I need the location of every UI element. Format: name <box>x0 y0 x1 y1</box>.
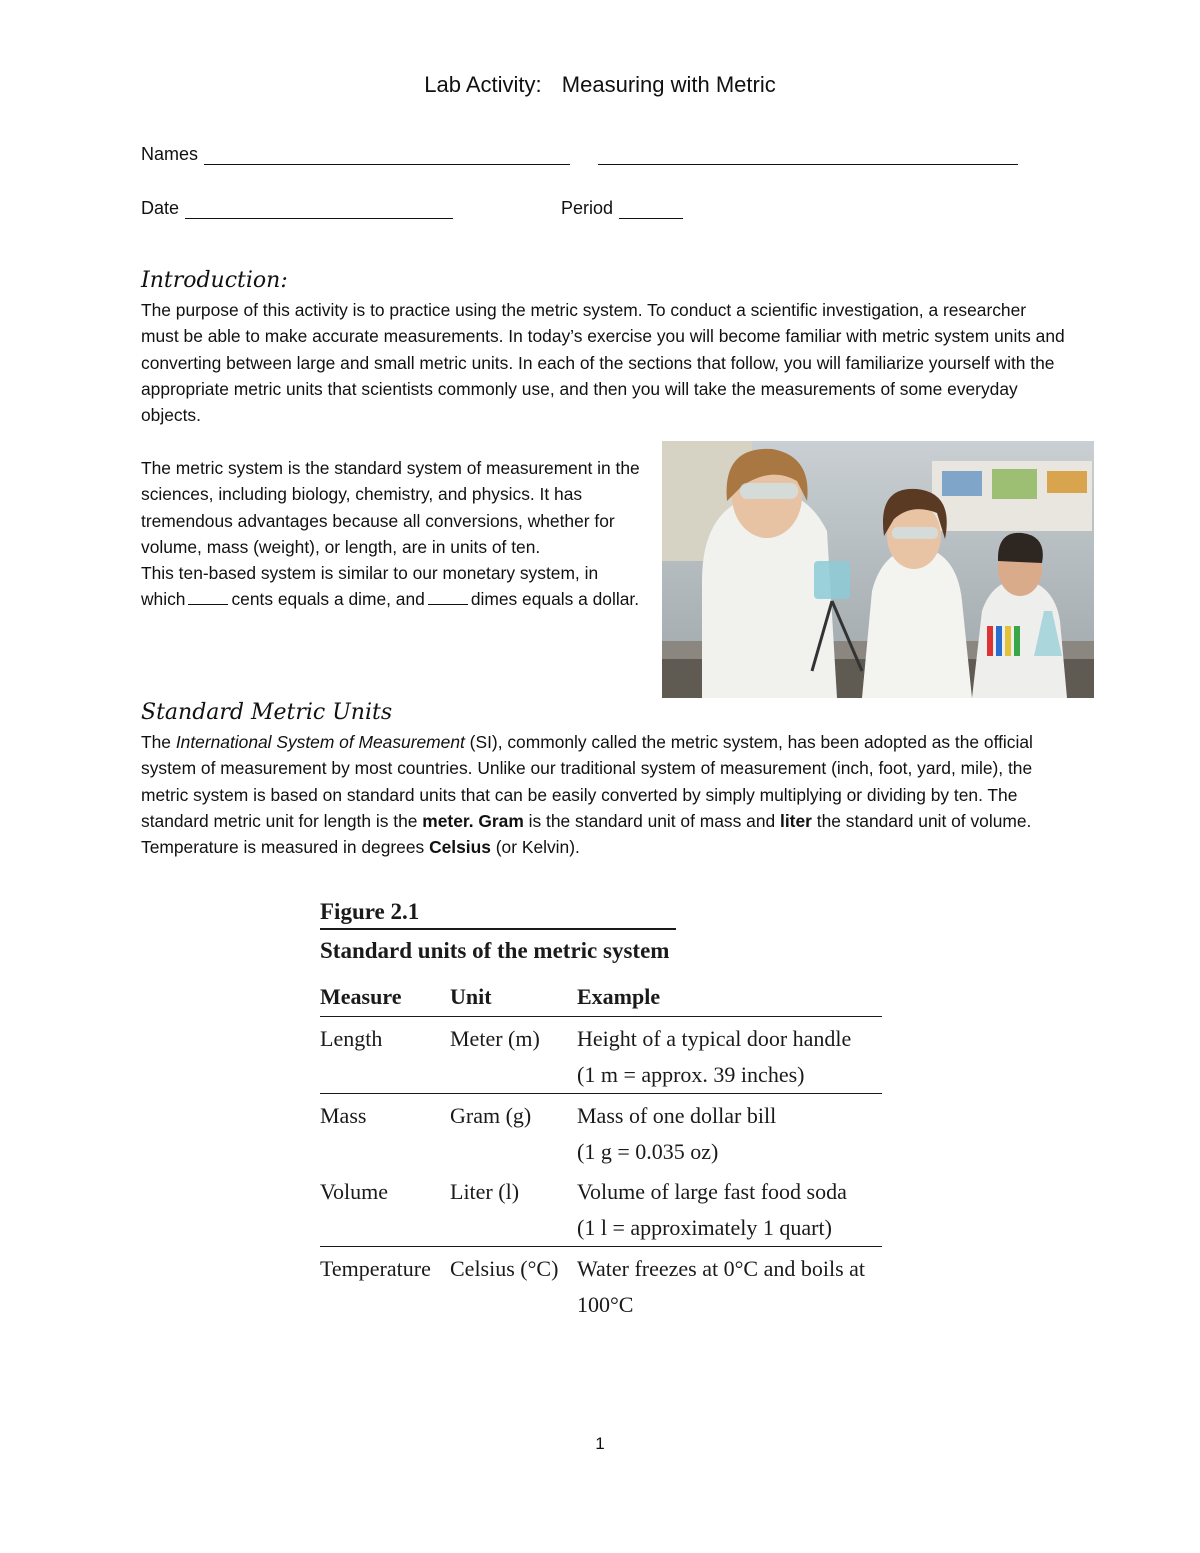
unit-cell: Celsius (°C) <box>450 1256 559 1281</box>
title-main: Measuring with Metric <box>561 72 776 97</box>
unit-cell: Gram (g) <box>450 1103 532 1128</box>
period-blank[interactable] <box>619 200 683 219</box>
intro-heading: Introduction: <box>141 268 288 293</box>
example-line-2: (1 g = 0.035 oz) <box>577 1139 719 1164</box>
example-line-1: Water freezes at 0°C and boils at <box>577 1256 866 1281</box>
measure-cell: Volume <box>320 1170 450 1247</box>
metric-paragraph <box>141 455 646 613</box>
std-text-11: (or Kelvin). <box>490 837 580 858</box>
intro-paragraph: The purpose of this activity is to practice using the metric system. To conduct a scientific investigation, a researcher must be able to make accurate measurements. In today’s exercise you will become familiar with metric system units and converting between large and small metric units. In each of the sections that follow, you will familiarize yourself with the appropriate metric units that scientists commonly use, and then you will take the measurements of some everyday objects. <box>141 300 1065 426</box>
gram-bold: Gram <box>478 810 524 831</box>
names-row <box>141 144 1018 165</box>
standard-heading: Standard Metric Units <box>141 700 393 725</box>
table-row <box>320 1017 882 1094</box>
lab-photo-illustration <box>662 441 1094 698</box>
names-blank-2[interactable] <box>598 146 1018 165</box>
std-text-3: (SI), commonly called the metric system, has been adopted as the official system of measurement by most countries. Unlike our traditional system of measurement (inch, foot, yard, mile), the metric system is based on standard units that can be easily converted by simply multiplying or dividing by ten. The standard metric unit for length is the <box>141 732 1033 831</box>
period-label: Period <box>561 198 614 218</box>
std-text-1: The <box>141 732 176 752</box>
header-example: Example <box>577 976 882 1017</box>
liter-bold: liter <box>780 810 812 831</box>
metric-p2a: This ten-based system is similar to our monetary system, in which <box>141 563 599 610</box>
table-row <box>320 1094 882 1171</box>
std-text-7: is the standard unit of mass and <box>523 810 781 831</box>
header-measure: Measure <box>320 976 450 1017</box>
example-line-1: Height of a typical door handle <box>577 1026 852 1051</box>
figure-title: Figure 2.1 <box>320 895 676 930</box>
lab-students-photo <box>662 441 1094 698</box>
metric-units-table <box>320 976 882 1323</box>
names-blank-1[interactable] <box>204 146 570 165</box>
celsius-bold: Celsius <box>429 837 491 858</box>
example-cell <box>577 1017 882 1094</box>
example-cell <box>577 1247 882 1324</box>
measure-cell: Length <box>320 1017 450 1094</box>
metric-p2c: dimes equals a dollar. <box>470 589 640 610</box>
title-prefix: Lab Activity: <box>424 72 542 97</box>
example-cell <box>577 1170 882 1247</box>
si-italic: International System of Measurement <box>175 732 465 752</box>
table-header-row <box>320 976 882 1017</box>
example-cell <box>577 1094 882 1171</box>
example-line-2: (1 l = approximately 1 quart) <box>577 1215 832 1240</box>
dimes-blank[interactable] <box>428 590 468 605</box>
table-row <box>320 1247 882 1324</box>
table-row <box>320 1170 882 1247</box>
page-title <box>0 72 1200 98</box>
unit-cell: Meter (m) <box>450 1017 577 1094</box>
std-text-9: the standard unit of volume. Temperature is measured in degrees <box>141 810 1032 858</box>
unit-cell: Liter (l) <box>450 1170 577 1247</box>
example-line-2: 100°C <box>577 1292 634 1317</box>
standard-paragraph <box>141 729 1066 860</box>
date-row <box>141 198 683 219</box>
example-line-1: Volume of large fast food soda <box>577 1179 847 1204</box>
example-line-1: Mass of one dollar bill <box>577 1103 777 1128</box>
cents-blank[interactable] <box>188 590 228 605</box>
page-number: 1 <box>595 1434 605 1453</box>
measure-cell: Mass <box>320 1103 367 1128</box>
header-unit: Unit <box>450 976 577 1017</box>
measure-cell: Temperature <box>320 1256 431 1281</box>
figure-2-1 <box>320 895 882 1323</box>
metric-p1: The metric system is the standard system of measurement in the sciences, including biology, chemistry, and physics. It has tremendous advantages because all conversions, whether for volume, mass (weight), or length, are in units of ten. <box>141 458 640 557</box>
names-label: Names <box>141 144 199 164</box>
example-line-2: (1 m = approx. 39 inches) <box>577 1062 805 1087</box>
figure-subtitle: Standard units of the metric system <box>320 938 670 963</box>
meter-bold: meter. <box>422 810 474 831</box>
metric-p2b: cents equals a dime, and <box>231 589 425 610</box>
date-blank[interactable] <box>185 200 453 219</box>
date-label: Date <box>141 198 180 218</box>
